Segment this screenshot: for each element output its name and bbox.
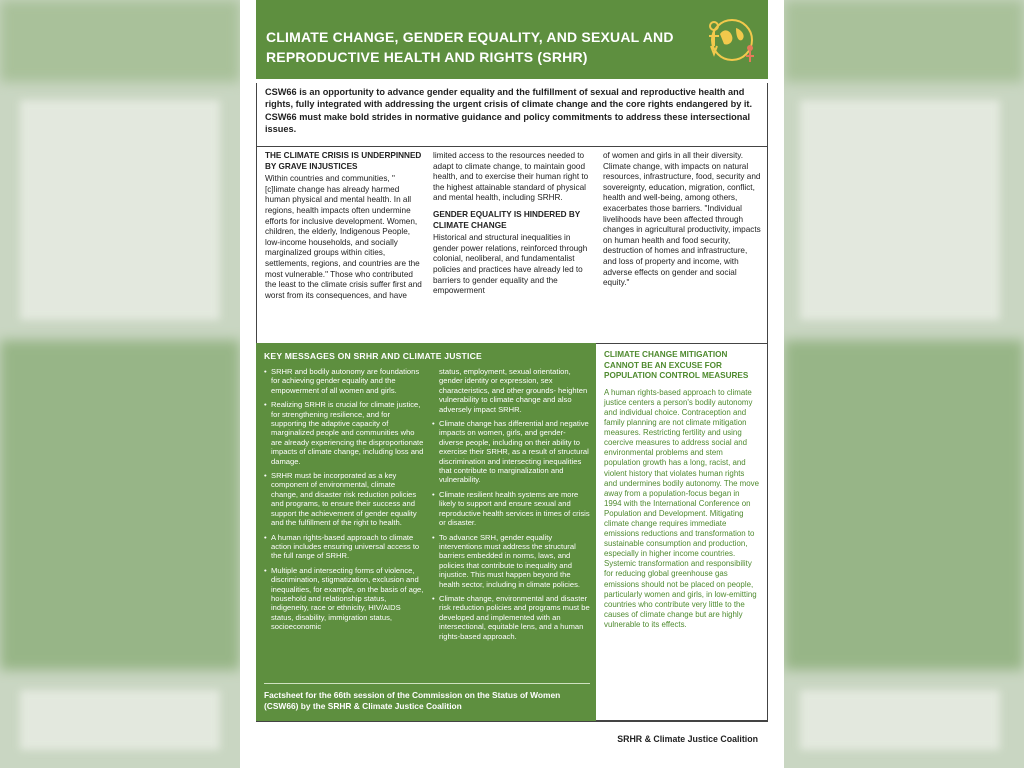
list-item: • A human rights-based approach to climate action includes ensuring universal access to the full range of SRHR. — [264, 533, 424, 561]
divider — [256, 721, 768, 722]
list-item: • Multiple and intersecting forms of violence, discrimination, stigmatization, exclusion and inequalities, for example, on the basis of age, household and relationship status, indigeneity, race or ethnicity, HIV/AIDS status, disability, immigration status, socioeconomic — [264, 566, 424, 632]
background-patch — [800, 690, 1000, 750]
list-item: • Climate resilient health systems are more likely to support and ensure sexual and reproductive health services in times of crisis or disaster. — [432, 490, 590, 528]
intro-paragraph: CSW66 is an opportunity to advance gender equality and the fulfillment of sexual and reproductive health and rights, fully integrated with addressing the urgent crisis of climate change and the core rights endangered by it. CSW66 must make bold strides in normative guidance and policy commitments to address these intersectional issues. — [256, 83, 768, 147]
page-title: CLIMATE CHANGE, GENDER EQUALITY, AND SEXUAL AND REPRODUCTIVE HEALTH AND RIGHTS (SRHR) — [266, 29, 674, 65]
list-item: • SRHR must be incorporated as a key component of environmental, climate change, and disaster risk reduction policies and programs, to ensure their success and support the achievement of gender equality and the fulfillment of the right to health. — [264, 471, 424, 527]
background-band — [0, 0, 240, 82]
background-patch — [20, 690, 220, 750]
background-band — [784, 0, 1024, 82]
climate-gender-logo-icon — [702, 10, 760, 68]
paragraph: limited access to the resources needed to adapt to climate change, to maintain good health, and to exercise their human right to the highest attainable standard of physical and mental health, including SRHR. — [433, 151, 589, 203]
mitigation-text: A human rights-based approach to climate justice centers a person's bodily autonomy and individual choice. Contraception and family planning are not climate mitigation measures. Restricting fertility and using coercive measures to address social and environmental problems and stem population growth has a long, racist, and violent history that violates human rights and undermines bodily autonomy. The move away from a population-focus began in 1994 with the International Conference on Population and Development. Mitigating climate change requires immediate emissions reductions and transformation to sustainable consumption and production, especially in higher income countries. Systemic transformation and responsibility for reducing global greenhouse gas emissions should not be placed on people, particularly women and girls, in low-emitting countries who contribute very little to the causes of climate change but are highly vulnerable to its effects. — [604, 387, 759, 629]
key-messages-right-list — [432, 367, 590, 646]
key-messages-left-list — [264, 367, 424, 637]
header-banner — [256, 0, 768, 79]
background-band — [0, 340, 240, 670]
factsheet-page — [240, 0, 784, 768]
column-1 — [265, 151, 425, 307]
section-heading: GENDER EQUALITY IS HINDERED BY CLIMATE CHANGE — [433, 209, 581, 230]
key-messages-box — [256, 343, 596, 721]
key-messages-title: KEY MESSAGES ON SRHR AND CLIMATE JUSTICE — [264, 351, 482, 361]
list-item-continuation: status, employment, sexual orientation, gender identity or expression, sex characteristics, and other grounds- heighten vulnerability to climate change and also adversely impact SRHR. — [439, 367, 588, 414]
list-item: • To advance SRH, gender equality interventions must address the structural barriers embedded in norms, laws, and policies that contribute to inequality and injustice. This must happen beyond the health sector, including in climate policies. — [432, 533, 590, 589]
background-band — [784, 340, 1024, 670]
background-patch — [800, 100, 1000, 320]
paragraph: Within countries and communities, "[c]limate change has already harmed human physical and mental health. In all regions, health impacts often undermine efforts for inclusive development. Women, children, the elderly, Indigenous People, low-income households, and socially marginalized groups within cities, settlements, regions, and countries are the most vulnerable." Those who contributed the least to the climate crisis suffer first and worst from its consequences, and have — [265, 174, 422, 300]
background-patch — [20, 100, 220, 320]
section-heading: THE CLIMATE CRISIS IS UNDERPINNED BY GRAVE INJUSTICES — [265, 151, 422, 171]
factsheet-note: Factsheet for the 66th session of the Commission on the Status of Women (CSW66) by the SRHR & Climate Justice Coalition — [264, 683, 590, 712]
text-columns — [256, 147, 768, 343]
list-item: • SRHR and bodily autonomy are foundations for achieving gender equality and the empowerment of all women and girls. — [264, 367, 424, 395]
column-2 — [433, 151, 593, 303]
footer-brand: SRHR & Climate Justice Coalition — [617, 734, 758, 744]
column-3 — [603, 151, 763, 295]
list-item: • Climate change has differential and negative impacts on women, girls, and gender-diverse people, including on their ability to exercise their SRHR, as a result of structural discrimination and intersecting inequalities that contribute to marginalization and vulnerability. — [432, 419, 590, 485]
paragraph: of women and girls in all their diversity. Climate change, with impacts on natural resources, infrastructure, food, security and sovereignty, education, migration, conflict, health and well-being, among others, exacerbates those barriers. "Individual livelihoods have been affected through changes in agricultural productivity, impacts on human health and food security, destruction of homes and infrastructure, and loss of property and income, with adverse effects on gender and social equity." — [603, 151, 761, 288]
paragraph: Historical and structural inequalities in gender power relations, reinforced through colonial, neoliberal, and fundamentalist policies and practices have already led to barriers to gender equality and the empowerment — [433, 233, 588, 296]
mitigation-title: CLIMATE CHANGE MITIGATION CANNOT BE AN EXCUSE FOR POPULATION CONTROL MEASURES — [604, 350, 749, 381]
mitigation-box — [596, 343, 768, 721]
list-item: • Climate change, environmental and disaster risk reduction policies and programs must be developed and implemented with an intersectional, equitable lens, and a human rights-based approach. — [432, 594, 590, 641]
list-item: • Realizing SRHR is crucial for climate justice, for strengthening resilience, and for supporting the adaptive capacity of marginalized people and communities who are already experiencing the disproportionate impacts of climate change, including loss and damage. — [264, 400, 424, 466]
